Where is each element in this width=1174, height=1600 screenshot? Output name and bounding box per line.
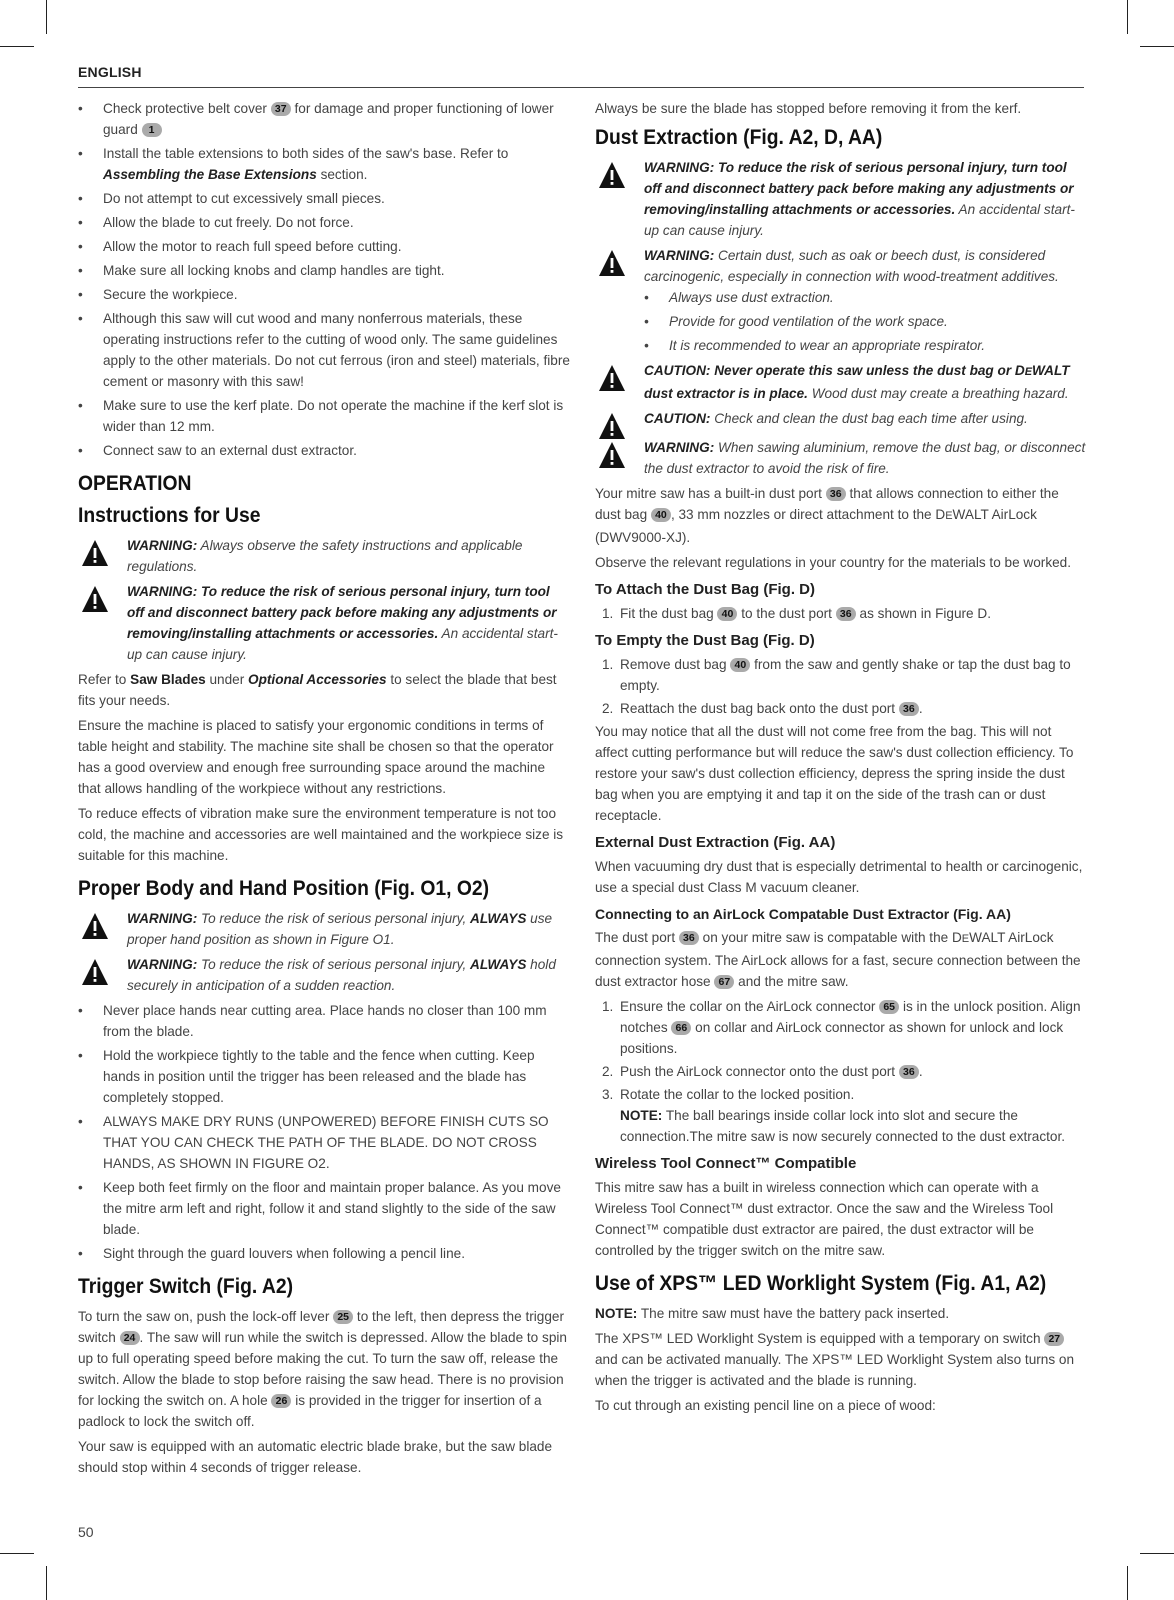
paragraph: You may notice that all the dust will not come free from the bag. This will not affect cutting performance but will reduce the saw's dust collection efficiency. To restore your saw's dust collection efficiency, depress the spring inside the dust bag when you are emptying it and tap it on the side of the trash can or dust receptacle.: [595, 724, 1074, 823]
caution-block: CAUTION: Never operate this saw unless the dust bag or DEWALT dust extractor is in place. Wood dust may create a breathing hazard.: [595, 360, 1087, 404]
subheading-external-extraction: External Dust Extraction (Fig. AA): [595, 834, 836, 851]
warning-triangle-icon: [598, 441, 626, 469]
list-item: • Install the table extensions to both sides of the saw's base. Refer to Assembling the Base Extensions section.: [78, 143, 570, 185]
paragraph: To turn the saw on, push the lock-off lever 25 to the left, then depress the trigger switch 24 . The saw will run while the switch is depressed. Allow the blade to spin up to full operating speed before making the cut. To turn the saw off, release the switch. Allow the blade to stop before raising the saw head. There is no provision for locking the switch on. A hole 26 is provided in the trigger for insertion of a padlock to lock the switch off.: [78, 1309, 567, 1429]
warning-triangle-icon: [598, 249, 626, 277]
paragraph: To cut through an existing pencil line on a piece of wood:: [595, 1398, 936, 1413]
body-position-list: [78, 1000, 570, 1264]
list-item: 2. Reattach the dust bag back onto the dust port 36 .: [602, 701, 923, 716]
section-heading-xps: Use of XPS™ LED Worklight System (Fig. A1, A2): [595, 1272, 1047, 1295]
warning-triangle-icon: [598, 364, 626, 392]
part-number-badge: 36: [899, 702, 919, 716]
crop-mark: [0, 1553, 34, 1554]
list-item: • Never place hands near cutting area. Place hands no closer than 100 mm from the blade.: [78, 1000, 570, 1042]
list-item: • Allow the motor to reach full speed before cutting.: [78, 236, 570, 257]
warning-triangle-icon: [81, 539, 109, 567]
precaution-list: [78, 98, 570, 461]
crop-mark: [1127, 0, 1128, 34]
left-column: [78, 98, 570, 1482]
warning-block: WARNING: To reduce the risk of serious personal injury, ALWAYS hold securely in anticipation of a sudden reaction.: [78, 954, 570, 996]
list-item: • Do not attempt to cut excessively small pieces.: [78, 188, 570, 209]
list-item: • Sight through the guard louvers when following a pencil line.: [78, 1243, 570, 1264]
list-item: 1. Fit the dust bag 40 to the dust port 36 as shown in Figure D.: [602, 606, 991, 621]
warning-block: WARNING: Always observe the safety instructions and applicable regulations.: [78, 535, 570, 577]
paragraph: Always be sure the blade has stopped before removing it from the kerf.: [595, 101, 1022, 116]
warning-triangle-icon: [598, 412, 626, 440]
section-heading-operation: OPERATION: [78, 472, 192, 495]
warning-triangle-icon: [81, 912, 109, 940]
paragraph: NOTE: The mitre saw must have the battery pack inserted.: [595, 1306, 950, 1321]
warning-block: WARNING: Certain dust, such as oak or beech dust, is considered carcinogenic, especially in connection with wood-treatment additives. • Always use dust extraction. • Provide for good ventilation of the work space. • It is recommended to wear an appropriate respirator.: [595, 245, 1087, 356]
part-number-badge: 40: [730, 658, 750, 672]
section-heading-dust: Dust Extraction (Fig. A2, D, AA): [595, 126, 883, 149]
caution-block: CAUTION: Check and clean the dust bag each time after using.: [595, 408, 1087, 429]
paragraph: When vacuuming dry dust that is especially detrimental to health or carcinogenic, use a special dust Class M vacuum cleaner.: [595, 859, 1083, 895]
list-item: • Secure the workpiece.: [78, 284, 570, 305]
part-number-badge: 66: [671, 1021, 691, 1035]
crop-mark: [46, 0, 47, 34]
dust-warning-list: [644, 287, 1087, 356]
list-item: • Make sure to use the kerf plate. Do not operate the machine if the kerf slot is wider than 12 mm.: [78, 395, 570, 437]
list-item: • Always use dust extraction.: [644, 287, 1087, 308]
list-item: • Make sure all locking knobs and clamp handles are tight.: [78, 260, 570, 281]
language-header: ENGLISH: [78, 64, 142, 80]
attach-steps: [595, 603, 1087, 624]
list-item: • Keep both feet firmly on the floor and maintain proper balance. As you move the mitre arm left and right, follow it and stand slightly to the side of the saw blade.: [78, 1177, 570, 1240]
subheading-airlock: Connecting to an AirLock Compatable Dust Extractor (Fig. AA): [595, 906, 1011, 922]
subheading-empty-bag: To Empty the Dust Bag (Fig. D): [595, 632, 815, 649]
list-item: 1. Ensure the collar on the AirLock connector 65 is in the unlock position. Align notches 66 on collar and AirLock connector as shown for unlock and lock positions.: [602, 999, 1081, 1056]
list-item: 3. Rotate the collar to the locked position. NOTE: The ball bearings inside collar lock into slot and secure the connection.The mitre saw is now securely connected to the dust extractor.: [602, 1087, 1066, 1144]
part-number-badge: 26: [271, 1394, 291, 1408]
warning-triangle-icon: [81, 585, 109, 613]
part-number-badge: 36: [836, 607, 856, 621]
part-number-badge: 36: [679, 931, 699, 945]
list-item: • Provide for good ventilation of the work space.: [644, 311, 1087, 332]
part-number-badge: 40: [717, 607, 737, 621]
header-rule: [78, 87, 1084, 88]
part-number-badge: 27: [1044, 1332, 1064, 1346]
part-number-badge: 36: [826, 487, 846, 501]
page-number: 50: [78, 1524, 94, 1540]
crop-mark: [1140, 1553, 1174, 1554]
paragraph: Ensure the machine is placed to satisfy your ergonomic conditions in terms of table height and stability. The machine site shall be chosen so that the operator has a good overview and enough free surrounding space around the machine that allows handling of the workpiece without any restrictions.: [78, 718, 554, 796]
section-heading-trigger: Trigger Switch (Fig. A2): [78, 1275, 294, 1298]
warning-block: WARNING: To reduce the risk of serious personal injury, ALWAYS use proper hand position as shown in Figure O1.: [78, 908, 570, 950]
list-item: • Connect saw to an external dust extractor.: [78, 440, 570, 461]
airlock-steps: [595, 996, 1087, 1147]
subheading-attach-bag: To Attach the Dust Bag (Fig. D): [595, 581, 815, 598]
part-number-badge: 67: [714, 975, 734, 989]
list-item: • It is recommended to wear an appropriate respirator.: [644, 335, 1087, 356]
paragraph: The dust port 36 on your mitre saw is compatable with the DEWALT AirLock connection system. The AirLock allows for a fast, secure connection between the dust extractor hose 67 and the mitre saw.: [595, 930, 1081, 989]
part-number-badge: 37: [271, 102, 291, 116]
right-column: [595, 98, 1087, 1420]
warning-block: WARNING: To reduce the risk of serious personal injury, turn tool off and disconnect battery pack before making any adjustments or removing/installing attachments or accessories. An accidental start-up can cause injury.: [595, 157, 1087, 241]
crop-mark: [1140, 46, 1174, 47]
paragraph: Refer to Saw Blades under Optional Accessories to select the blade that best fits your needs.: [78, 672, 557, 708]
paragraph: To reduce effects of vibration make sure the environment temperature is not too cold, the machine and accessories are well maintained and the workpiece size is suitable for this machine.: [78, 806, 564, 863]
crop-mark: [46, 1566, 47, 1600]
warning-block: WARNING: To reduce the risk of serious personal injury, turn tool off and disconnect battery pack before making any adjustments or removing/installing attachments or accessories. An accidental start-up can cause injury.: [78, 581, 570, 665]
empty-steps: [595, 654, 1087, 719]
paragraph: Your mitre saw has a built-in dust port 36 that allows connection to either the dust bag 40 , 33 mm nozzles or direct attachment to the DEWALT AirLock (DWV9000-XJ).: [595, 486, 1059, 545]
warning-block: WARNING: When sawing aluminium, remove the dust bag, or disconnect the dust extractor to avoid the risk of fire.: [595, 437, 1087, 479]
part-number-badge: 36: [899, 1065, 919, 1079]
list-item: • Allow the blade to cut freely. Do not force.: [78, 212, 570, 233]
paragraph: This mitre saw has a built in wireless connection which can operate with a Wireless Tool Connect™ dust extractor. Once the saw and the Wireless Tool Connect™ compatible dust extractor are paired, the dust extractor will be controlled by the trigger switch on the mitre saw.: [595, 1180, 1054, 1258]
crop-mark: [1127, 1566, 1128, 1600]
warning-triangle-icon: [598, 161, 626, 189]
subheading-wireless: Wireless Tool Connect™ Compatible: [595, 1155, 857, 1172]
paragraph: The XPS™ LED Worklight System is equipped with a temporary on switch 27 and can be activated manually. The XPS™ LED Worklight System also turns on when the trigger is activated and the blade is running.: [595, 1331, 1075, 1388]
list-item: • ALWAYS MAKE DRY RUNS (UNPOWERED) BEFORE FINISH CUTS SO THAT YOU CAN CHECK THE PATH OF THE BLADE. DO NOT CROSS HANDS, AS SHOWN IN FIGURE O2.: [78, 1111, 570, 1174]
part-number-badge: 40: [651, 508, 671, 522]
crop-mark: [0, 46, 34, 47]
section-heading-body-position: Proper Body and Hand Position (Fig. O1, O2): [78, 877, 490, 900]
part-number-badge: 65: [879, 1000, 899, 1014]
part-number-badge: 25: [333, 1310, 353, 1324]
list-item: • Check protective belt cover 37 for damage and proper functioning of lower guard 1: [78, 98, 570, 140]
list-item: 1. Remove dust bag 40 from the saw and gently shake or tap the dust bag to empty.: [602, 657, 1071, 693]
part-number-badge: 24: [120, 1331, 140, 1345]
paragraph: Your saw is equipped with an automatic electric blade brake, but the saw blade should stop within 4 seconds of trigger release.: [78, 1439, 553, 1475]
list-item: 2. Push the AirLock connector onto the dust port 36 .: [602, 1064, 923, 1079]
warning-triangle-icon: [81, 958, 109, 986]
section-heading-instructions: Instructions for Use: [78, 504, 261, 527]
list-item: • Hold the workpiece tightly to the table and the fence when cutting. Keep hands in position until the trigger has been released and the blade has completely stopped.: [78, 1045, 570, 1108]
list-item: • Although this saw will cut wood and many nonferrous materials, these operating instructions refer to the cutting of wood only. The same guidelines apply to the other materials. Do not cut ferrous (iron and steel) materials, fibre cement or masonry with this saw!: [78, 308, 570, 392]
part-number-badge: 1: [142, 123, 162, 137]
paragraph: Observe the relevant regulations in your country for the materials to be worked.: [595, 555, 1072, 570]
